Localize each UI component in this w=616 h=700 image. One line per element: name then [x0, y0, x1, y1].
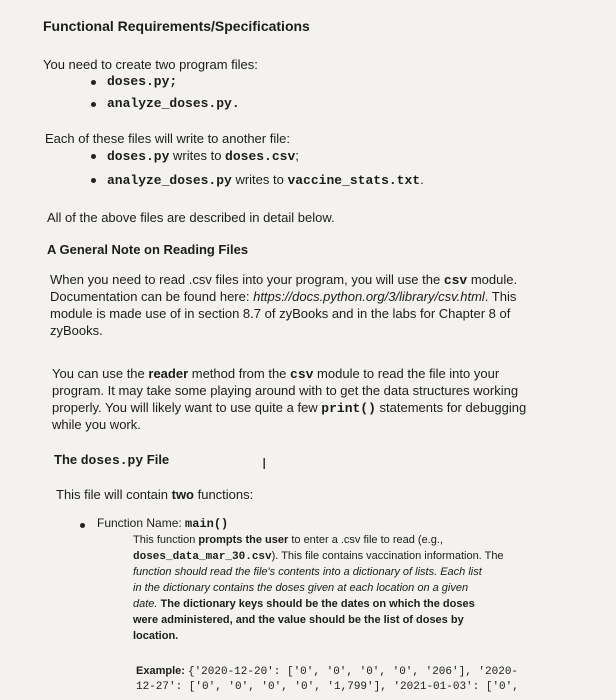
para2-line4: while you work. — [52, 417, 141, 432]
function-desc-line5: date. The dictionary keys should be the dates on which the doses — [133, 598, 475, 610]
general-note-heading: A General Note on Reading Files — [47, 242, 249, 257]
para2-line2: program. It may take some playing around with to get the data structures working — [52, 383, 519, 398]
function-desc-line2: doses_data_mar_30.csv). This file contains vaccination information. The — [133, 550, 504, 563]
para1-line4: zyBooks. — [50, 323, 103, 338]
function-desc-line7: location. — [133, 630, 179, 642]
writes-item-doses: doses.py writes to doses.csv; — [107, 148, 299, 164]
function-desc-line3: function should read the file's contents into a dictionary of lists. Each list — [133, 566, 482, 578]
para1-line1: When you need to read .csv files into your program, you will use the csv module. — [50, 272, 518, 288]
writes-intro-text: Each of these files will write to another file: — [45, 131, 290, 146]
bullet-icon — [91, 178, 96, 183]
file-item-analyze: analyze_doses.py. — [107, 96, 240, 111]
page-title: Functional Requirements/Specifications — [43, 18, 310, 34]
function-desc-line6: were administered, and the value should be the list of doses by — [133, 614, 464, 626]
bullet-icon — [91, 154, 96, 159]
example-line1: Example: {'2020-12-20': ['0', '0', '0', '0', '206'], '2020- — [136, 665, 519, 678]
docs-link[interactable]: https://docs.python.org/3/library/csv.html — [253, 289, 485, 304]
para2-line1: You can use the reader method from the csv module to read the file into your — [52, 366, 500, 382]
bullet-icon — [91, 102, 96, 107]
function-name-label: Function Name: main() — [97, 516, 229, 531]
all-described-text: All of the above files are described in detail below. — [47, 210, 335, 225]
bullet-icon — [80, 523, 85, 528]
intro-text: You need to create two program files: — [43, 57, 258, 72]
para1-line2: Documentation can be found here: https://docs.python.org/3/library/csv.html. This — [50, 289, 517, 304]
bullet-icon — [91, 80, 96, 85]
doses-file-heading: The doses.py File — [54, 452, 170, 468]
writes-item-analyze: analyze_doses.py writes to vaccine_stats.txt. — [107, 172, 424, 188]
file-item-doses: doses.py; — [107, 74, 178, 89]
text-cursor-icon: I — [262, 455, 267, 473]
para2-line3: properly. You will likely want to use quite a few print() statements for debugging — [52, 400, 527, 416]
function-desc-line4: in the dictionary contains the doses given at each location on a given — [133, 582, 469, 594]
para1-line3: module is made use of in section 8.7 of zyBooks and in the labs for Chapter 8 of — [50, 306, 511, 321]
two-functions-text: This file will contain two functions: — [56, 487, 254, 502]
example-line2: 12-27': ['0', '0', '0', '0', '1,799'], '2021-01-03': ['0', — [136, 681, 519, 693]
function-desc-line1: This function prompts the user to enter a .csv file to read (e.g., — [133, 534, 443, 546]
